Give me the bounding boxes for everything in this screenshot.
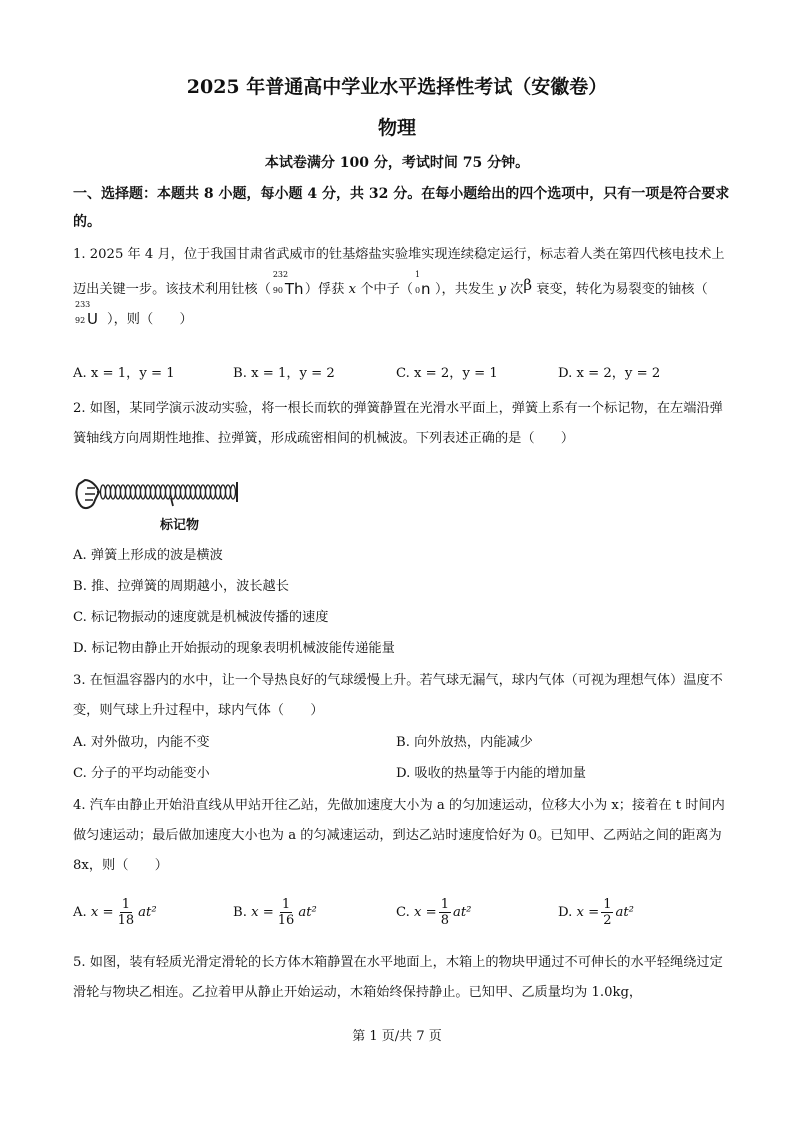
q1-option-d[interactable]: D. x = 2，y = 2 (558, 366, 661, 381)
exam-note: 本试卷满分 100 分，考试时间 75 分钟。 (264, 155, 530, 171)
q1-option-a[interactable]: A. x = 1，y = 1 (73, 366, 175, 381)
section-heading: 一、选择题：本题共 8 小题，每小题 4 分，共 32 分。在每小题给出的四个选项中，只有一项是符合要求的。 (73, 186, 730, 230)
q2-option-d[interactable]: D. 标记物由静止开始振动的现象表明机械波能传递能量 (73, 641, 395, 656)
uranium-nuclide: 233 92 U (75, 300, 98, 328)
q3-option-c[interactable]: C. 分子的平均动能变小 (73, 766, 210, 781)
q3-option-b[interactable]: B. 向外放热，内能减少 (396, 735, 533, 750)
q2-option-b[interactable]: B. 推、拉弹簧的周期越小，波长越长 (73, 579, 289, 594)
question-2: 2. 如图，某同学演示波动实验，将一根长而软的弹簧静置在光滑水平面上，弹簧上系有一个标记物，在左端沿弹簧轴线方向周期性地推、拉弹簧，形成疏密相间的机械波。下列表述正确的是（ ） (73, 401, 723, 446)
question-4: 4. 汽车由静止开始沿直线从甲站开往乙站，先做加速度大小为 a 的匀加速运动，位移大小为 x；接着在 t 时间内做匀速运动；最后做加速度大小也为 a 的匀减速运动，到达乙站时速度恰好为 0。已知甲、乙两站之间的距离为 8x，则（ ） (73, 798, 725, 873)
q2-option-c[interactable]: C. 标记物振动的速度就是机械波传播的速度 (73, 610, 329, 625)
q4-option-c[interactable]: C. x = $\frac{1}{8}$ at² (396, 897, 472, 928)
q4-option-b[interactable]: B. x = $\frac{1}{16}$ at² (233, 897, 317, 928)
q4-option-a[interactable]: A. x = $\frac{1}{18}$ at² (73, 897, 157, 928)
question-3: 3. 在恒温容器内的水中，让一个导热良好的气球缓慢上升。若气球无漏气，球内气体（可视为理想气体）温度不变，则气球上升过程中，球内气体（ ） (73, 673, 723, 718)
q1-option-c[interactable]: C. x = 2，y = 1 (396, 366, 498, 381)
neutron-nuclide: 1 0 n (414, 270, 431, 298)
figure-label-marker: 标记物 (160, 518, 200, 533)
question-1: 1. 2025 年 4 月，位于我国甘肃省武威市的钍基熔盐实验堆实现连续稳定运行，标志着人类在第四代核电技术上迈出关键一步。该技术利用钍核（ 232 90 Th ）俘获 x 个中子（ 1 0 n ），共发生 y 次β 衰变，转化为易裂变的铀核（ 233 92 U ），则（ ） (73, 247, 725, 328)
page-footer: 第 1 页/共 7 页 (352, 1029, 442, 1044)
q4-option-d[interactable]: D. x = $\frac{1}{2}$ at² (558, 897, 634, 928)
question-5: 5. 如图，装有轻质光滑定滑轮的长方体木箱静置在水平地面上，木箱上的物块甲通过不可伸长的水平轻绳绕过定滑轮与物块乙相连。乙拉着甲从静止开始运动，木箱始终保持静止。已知甲、乙质量均为 1.0kg， (73, 955, 723, 1000)
thorium-nuclide: 232 90 Th (272, 270, 304, 298)
q2-option-a[interactable]: A. 弹簧上形成的波是横波 (73, 548, 223, 563)
subject-title: 物理 (377, 117, 416, 139)
q3-option-d[interactable]: D. 吸收的热量等于内能的增加量 (396, 766, 586, 781)
q3-option-a[interactable]: A. 对外做功，内能不变 (73, 735, 210, 750)
exam-title: 2025 年普通高中学业水平选择性考试（安徽卷） (186, 76, 608, 98)
q1-option-b[interactable]: B. x = 1，y = 2 (233, 366, 335, 381)
